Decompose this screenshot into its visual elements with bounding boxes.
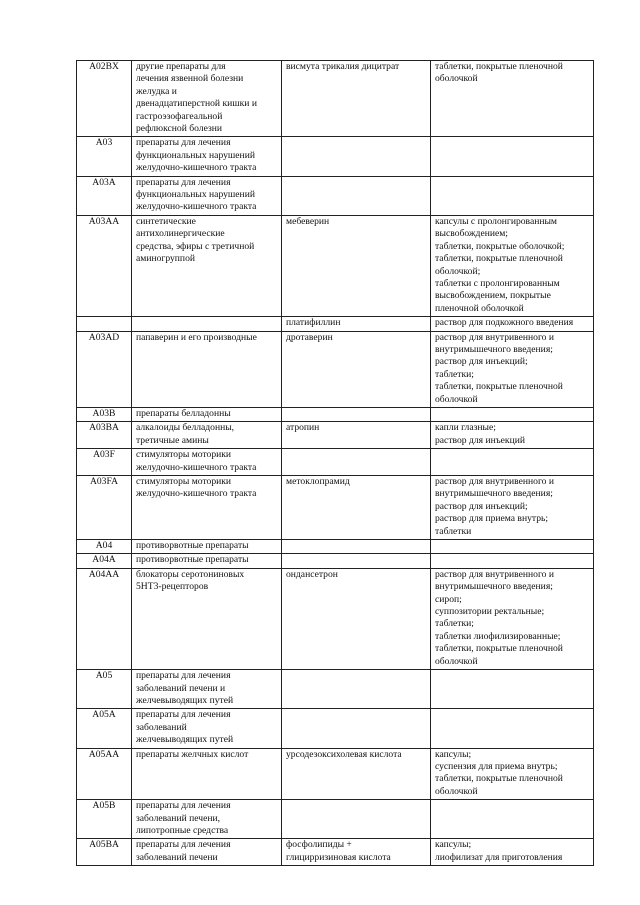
table-row [77,709,594,748]
dosage-form-cell [431,449,594,476]
atc-group-cell: препараты для лечения заболеваний печени и желчевыводящих путей [132,670,282,709]
dosage-form-cell [431,709,594,748]
atc-group-cell: препараты для лечения функциональных нарушений желудочно-кишечного тракта [132,137,282,176]
drug-name-cell: платифиллин [282,317,431,331]
atc-code-cell: A03FA [77,476,132,540]
atc-group-cell: препараты для лечения заболеваний печени, липотропные средства [132,800,282,839]
table-row [77,476,594,540]
dosage-form-cell [431,554,594,568]
table-row [77,839,594,866]
dosage-form-cell [431,800,594,839]
drug-name-cell [282,407,431,421]
atc-code-cell: A03BA [77,422,132,449]
atc-code-cell: A04AA [77,568,132,669]
atc-code-cell: A05 [77,670,132,709]
atc-group-cell: стимуляторы моторики желудочно-кишечного тракта [132,476,282,540]
atc-code-cell: A03 [77,137,132,176]
atc-group-cell: синтетические антихолинергические средства, эфиры с третичной аминогруппой [132,215,282,316]
drug-name-cell: атропин [282,422,431,449]
drug-name-cell [282,800,431,839]
atc-group-cell: препараты желчных кислот [132,748,282,800]
table-row [77,670,594,709]
table-body [77,61,594,866]
dosage-form-cell: раствор для внутривенного и внутримышечного введения; сироп; суппозитории ректальные; таблетки; таблетки лиофилизированные; таблетки, покрытые пленочной оболочкой [431,568,594,669]
atc-group-cell: противорвотные препараты [132,554,282,568]
atc-group-cell: папаверин и его производные [132,331,282,407]
drug-name-cell: ондансетрон [282,568,431,669]
table-row [77,331,594,407]
drug-name-cell: дротаверин [282,331,431,407]
atc-group-cell: алкалоиды белладонны, третичные амины [132,422,282,449]
dosage-form-cell: таблетки, покрытые пленочной оболочкой [431,61,594,137]
dosage-form-cell: раствор для внутривенного и внутримышечного введения; раствор для инъекций; таблетки; таблетки, покрытые пленочной оболочкой [431,331,594,407]
table-row [77,407,594,421]
atc-group-cell: препараты для лечения заболеваний желчевыводящих путей [132,709,282,748]
dosage-form-cell: капсулы; суспензия для приема внутрь; таблетки, покрытые пленочной оболочкой [431,748,594,800]
dosage-form-cell: капсулы; лиофилизат для приготовления [431,839,594,866]
atc-code-cell: A05B [77,800,132,839]
table-row [77,568,594,669]
atc-code-cell: A03AD [77,331,132,407]
atc-code-cell: A05A [77,709,132,748]
table-row [77,748,594,800]
atc-code-cell: A02BX [77,61,132,137]
drug-name-cell [282,137,431,176]
dosage-form-cell: раствор для внутривенного и внутримышечного введения; раствор для инъекций; раствор для приема внутрь; таблетки [431,476,594,540]
dosage-form-cell [431,670,594,709]
drug-name-cell: фосфолипиды + глицирризиновая кислота [282,839,431,866]
atc-group-cell: препараты белладонны [132,407,282,421]
table-row [77,554,594,568]
dosage-form-cell [431,176,594,215]
table-row [77,176,594,215]
table-row [77,317,594,331]
drug-name-cell [282,540,431,554]
drug-name-cell [282,449,431,476]
atc-code-cell: A05AA [77,748,132,800]
table-row [77,61,594,137]
table-row [77,215,594,316]
table-row [77,137,594,176]
atc-code-cell: A04A [77,554,132,568]
drug-name-cell: урсодезоксихолевая кислота [282,748,431,800]
atc-code-cell: A03AA [77,215,132,316]
atc-code-cell: A03A [77,176,132,215]
atc-code-cell: A05BA [77,839,132,866]
drug-name-cell [282,554,431,568]
drug-name-cell: мебеверин [282,215,431,316]
table-row [77,800,594,839]
atc-group-cell: препараты для лечения функциональных нарушений желудочно-кишечного тракта [132,176,282,215]
dosage-form-cell: капли глазные; раствор для инъекций [431,422,594,449]
dosage-form-cell [431,407,594,421]
atc-group-cell: противорвотные препараты [132,540,282,554]
atc-group-cell: стимуляторы моторики желудочно-кишечного тракта [132,449,282,476]
atc-group-cell: другие препараты для лечения язвенной болезни желудка и двенадцатиперстной кишки и гастроэзофагеальной рефлюксной болезни [132,61,282,137]
table-row [77,422,594,449]
dosage-form-cell [431,137,594,176]
drug-name-cell: метоклопрамид [282,476,431,540]
dosage-form-cell: капсулы с пролонгированным высвобождением; таблетки, покрытые оболочкой; таблетки, покрытые пленочной оболочкой; таблетки с пролонгированным высвобождением, покрытые пленочной оболочкой [431,215,594,316]
atc-code-cell: A03F [77,449,132,476]
drug-name-cell [282,670,431,709]
drug-classification-table [76,60,594,866]
table-row [77,540,594,554]
drug-name-cell [282,176,431,215]
dosage-form-cell [431,540,594,554]
drug-name-cell: висмута трикалия дицитрат [282,61,431,137]
dosage-form-cell: раствор для подкожного введения [431,317,594,331]
atc-group-cell [132,317,282,331]
atc-group-cell: препараты для лечения заболеваний печени [132,839,282,866]
atc-code-cell [77,317,132,331]
drug-name-cell [282,709,431,748]
atc-code-cell: A03B [77,407,132,421]
atc-code-cell: A04 [77,540,132,554]
atc-group-cell: блокаторы серотониновых 5HT3-рецепторов [132,568,282,669]
table-row [77,449,594,476]
